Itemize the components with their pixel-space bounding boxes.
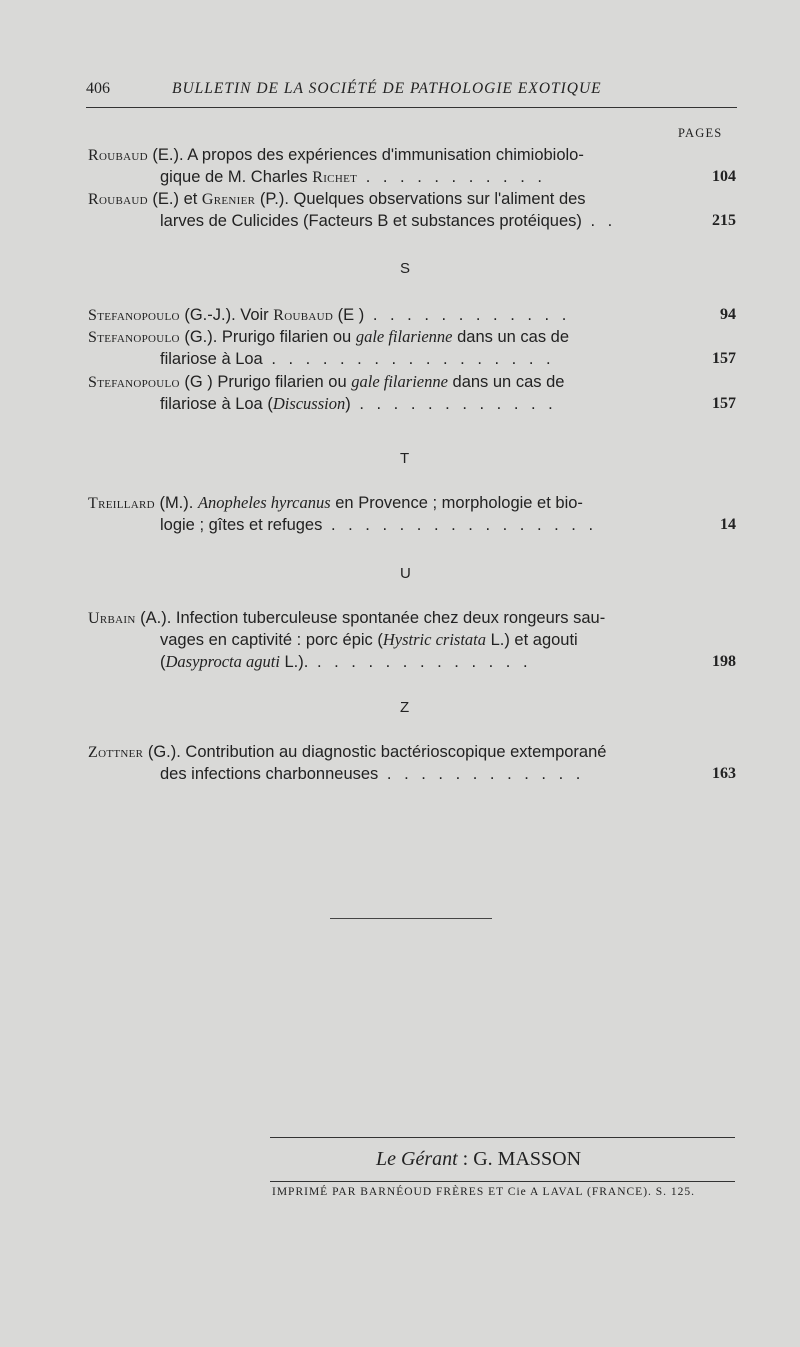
dot-leader: . . . . . . . . . . . . . . . .	[322, 516, 598, 534]
section-letter-z: Z	[400, 699, 410, 716]
footer-rule-top	[270, 1137, 735, 1138]
section-letter-u: U	[400, 565, 411, 582]
page-reference: 14	[720, 516, 736, 533]
dot-leader: . . . . . . . . . . . .	[378, 765, 585, 783]
header-rule	[86, 107, 737, 108]
footer-rule-bottom	[270, 1181, 735, 1182]
gerant-separator: :	[457, 1148, 474, 1170]
pages-column-label: PAGES	[678, 126, 723, 140]
index-entry	[88, 144, 736, 188]
section-letter-t: T	[400, 450, 410, 467]
entry-text: (E )	[333, 306, 365, 324]
printer-imprint: IMPRIMÉ PAR BARNÉOUD FRÈRES ET Cie A LAVAL (FRANCE). S. 125.	[272, 1186, 696, 1198]
author-name: Stefanopoulo	[88, 329, 180, 346]
entry-text: des infections charbonneuses	[160, 765, 379, 783]
dot-leader: . .	[581, 212, 617, 230]
section-letter-s: S	[400, 260, 411, 277]
page-number: 406	[86, 80, 110, 97]
dot-leader: . . . . . . . . . . . . . . . . .	[262, 350, 555, 368]
author-name: Stefanopoulo	[88, 307, 180, 324]
index-entry	[88, 304, 736, 326]
page-reference: 157	[712, 350, 736, 367]
italic-term: Hystric cristata	[382, 630, 486, 649]
author-name: Zottner	[88, 744, 144, 761]
author-name: Stefanopoulo	[88, 374, 180, 391]
entry-text: filariose à Loa	[160, 350, 263, 368]
entry-text: dans un cas de	[447, 373, 565, 391]
entry-text: (G.). Contribution au diagnostic bactérioscopique extemporané	[143, 743, 607, 761]
entry-text: dans un cas de	[452, 328, 570, 346]
page-reference: 198	[712, 653, 736, 670]
page-reference: 157	[712, 395, 736, 412]
page-reference: 104	[712, 168, 736, 185]
entry-text: (E.). A propos des expériences d'immunisation chimiobiolo-	[147, 146, 584, 164]
index-entry	[88, 188, 736, 232]
entry-text: (A.). Infection tuberculeuse spontanée chez deux rongeurs sau-	[135, 609, 606, 627]
dot-leader: . . . . . . . . . . . . .	[308, 653, 532, 671]
index-entry	[88, 741, 736, 785]
entry-text: gique de M. Charles	[160, 168, 313, 186]
entry-text: logie ; gîtes et refuges	[160, 516, 323, 534]
entry-text: larves de Culicides (Facteurs B et substances protéiques)	[160, 212, 582, 230]
entry-text: L.) et agouti	[486, 631, 578, 649]
entry-text: (G.). Prurigo filarien ou	[179, 328, 356, 346]
author-name: Roubaud	[273, 307, 334, 324]
entry-text: (G ) Prurigo filarien ou	[179, 373, 352, 391]
index-entry	[88, 492, 736, 536]
entry-text: filariose à Loa (	[160, 395, 273, 413]
gerant-label: Le Gérant	[376, 1148, 458, 1170]
italic-term: gale filarienne	[355, 327, 453, 346]
author-name: Grenier	[201, 191, 256, 208]
index-entry	[88, 326, 736, 370]
author-name: Urbain	[88, 610, 136, 627]
entry-text: (E.) et	[147, 190, 202, 208]
italic-term: Dasyprocta aguti	[165, 652, 280, 671]
page-header	[86, 80, 736, 106]
author-name: Treillard	[88, 495, 155, 512]
author-name: Roubaud	[88, 147, 148, 164]
dot-leader: . . . . . . . . . . .	[357, 168, 546, 186]
dot-leader: . . . . . . . . . . . .	[350, 395, 557, 413]
entry-text: (P.). Quelques observations sur l'aliment des	[255, 190, 586, 208]
index-entry	[88, 607, 736, 673]
entry-text: (	[160, 653, 166, 671]
page-reference: 163	[712, 765, 736, 782]
journal-title: BULLETIN DE LA SOCIÉTÉ DE PATHOLOGIE EXOTIQUE	[172, 80, 602, 97]
author-name: Richet	[312, 169, 358, 186]
gerant-line	[376, 1148, 581, 1171]
gerant-name: G. MASSON	[473, 1148, 582, 1170]
entry-text: (M.).	[154, 494, 198, 512]
author-name: Roubaud	[88, 191, 148, 208]
entry-text: (G.-J.). Voir	[179, 306, 274, 324]
dot-leader: . . . . . . . . . . . .	[364, 306, 571, 324]
italic-term: Anopheles hyrcanus	[197, 493, 331, 512]
section-divider	[330, 918, 492, 919]
index-entry	[88, 371, 736, 415]
italic-term: gale filarienne	[351, 372, 448, 391]
italic-term: Discussion	[272, 394, 346, 413]
page-reference: 94	[720, 306, 736, 323]
entry-text: L.).	[279, 653, 309, 671]
page-reference: 215	[712, 212, 736, 229]
entry-text: en Provence ; morphologie et bio-	[330, 494, 583, 512]
entry-text: vages en captivité : porc épic (	[160, 631, 383, 649]
entry-text: )	[345, 395, 351, 413]
